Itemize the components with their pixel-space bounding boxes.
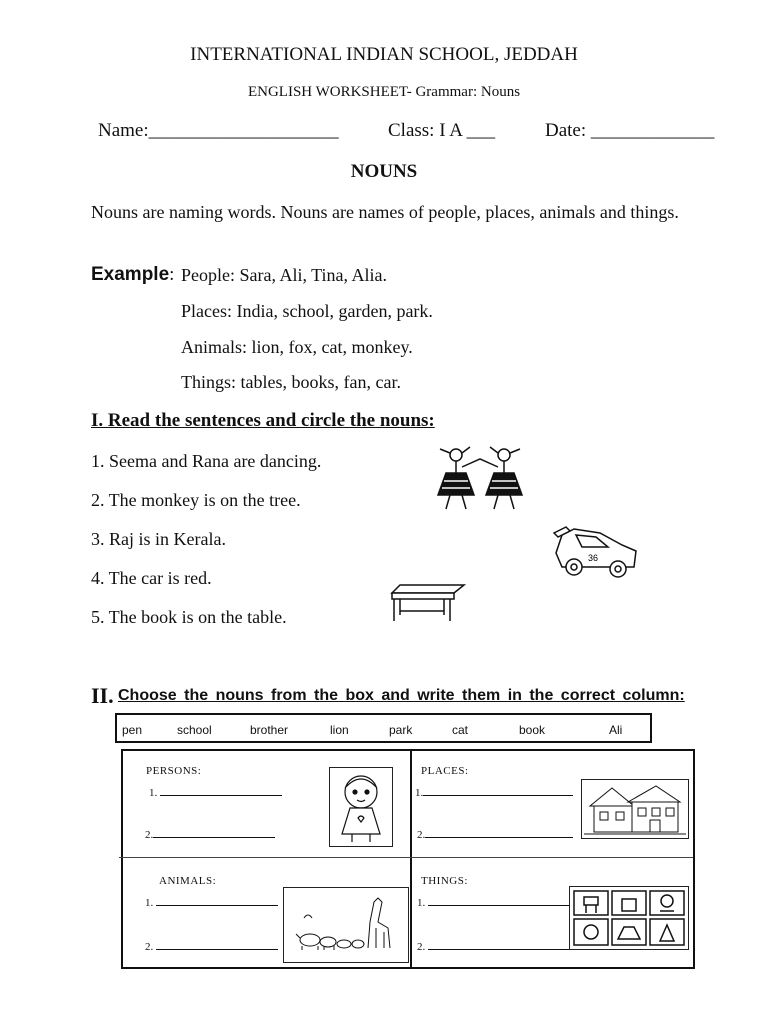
things-image [569,886,689,950]
word-ali: Ali [609,723,623,737]
example-people: People: Sara, Ali, Tina, Alia. [181,265,388,285]
sentence-3: 3. Raj is in Kerala. [91,529,226,549]
car-number: 36 [588,553,599,563]
car-image [552,523,640,579]
example-places: Places: India, school, garden, park. [181,301,433,321]
sentence-2: 2. The monkey is on the tree. [91,490,301,510]
girl-image [329,767,393,847]
persons-blank-1[interactable] [149,787,282,799]
dancing-girls-image [432,443,528,513]
blank-number: 2. [145,941,154,953]
noun-definition: Nouns are naming words. Nouns are names of people, places, animals and things. [91,202,679,222]
example-animals: Animals: lion, fox, cat, monkey. [181,337,413,357]
name-field: Name:____________________ [98,120,339,141]
places-blank-1[interactable] [415,787,573,799]
places-blank-2[interactable] [417,829,573,841]
blank-number: 2. [417,941,426,953]
worksheet-title: ENGLISH WORKSHEET- Grammar: Nouns [247,84,521,100]
sentence-5: 5. The book is on the table. [91,607,287,627]
sentence-4: 4. The car is red. [91,568,212,588]
blank-number: 1. [417,897,426,909]
example-label: Example: [91,264,175,285]
blank-number: 2. [417,829,426,841]
category-grid [121,749,695,969]
word-park: park [389,723,413,737]
persons-blank-2[interactable] [145,829,275,841]
date-field: Date: _____________ [545,120,715,141]
animals-image [283,887,409,963]
blank-number: 1. [145,897,154,909]
example-label-text: Example [91,264,170,285]
word-pen: pen [122,723,143,737]
animals-blank-1[interactable] [145,897,278,909]
class-field: Class: I A ___ [388,120,496,141]
section1-heading: I. Read the sentences and circle the nouns: [91,410,435,431]
things-label: THINGS: [421,875,468,887]
school-name: INTERNATIONAL INDIAN SCHOOL, JEDDAH [190,44,578,65]
animals-label: ANIMALS: [159,875,217,887]
blank-number: 1. [149,787,158,799]
places-label: PLACES: [421,765,469,777]
things-blank-1[interactable] [417,897,578,909]
grid-divider-vertical [410,751,412,967]
example-things: Things: tables, books, fan, car. [181,372,401,392]
grid-divider-horizontal [119,857,693,858]
word-school: school [177,723,212,737]
sentence-1: 1. Seema and Rana are dancing. [91,451,322,471]
house-image [581,779,689,839]
word-cat: cat [452,723,469,737]
table-image [390,583,466,623]
word-brother: brother [250,723,289,737]
word-lion: lion [330,723,349,737]
word-box [115,713,652,743]
page-title: NOUNS [350,161,418,182]
section2-number: II. [91,683,114,708]
word-book: book [519,723,546,737]
persons-label: PERSONS: [146,765,202,777]
section2-heading: Choose the nouns from the box and write them in the correct column: [118,687,685,704]
blank-number: 1. [415,787,424,799]
animals-blank-2[interactable] [145,941,278,953]
blank-number: 2. [145,829,154,841]
things-blank-2[interactable] [417,941,578,953]
